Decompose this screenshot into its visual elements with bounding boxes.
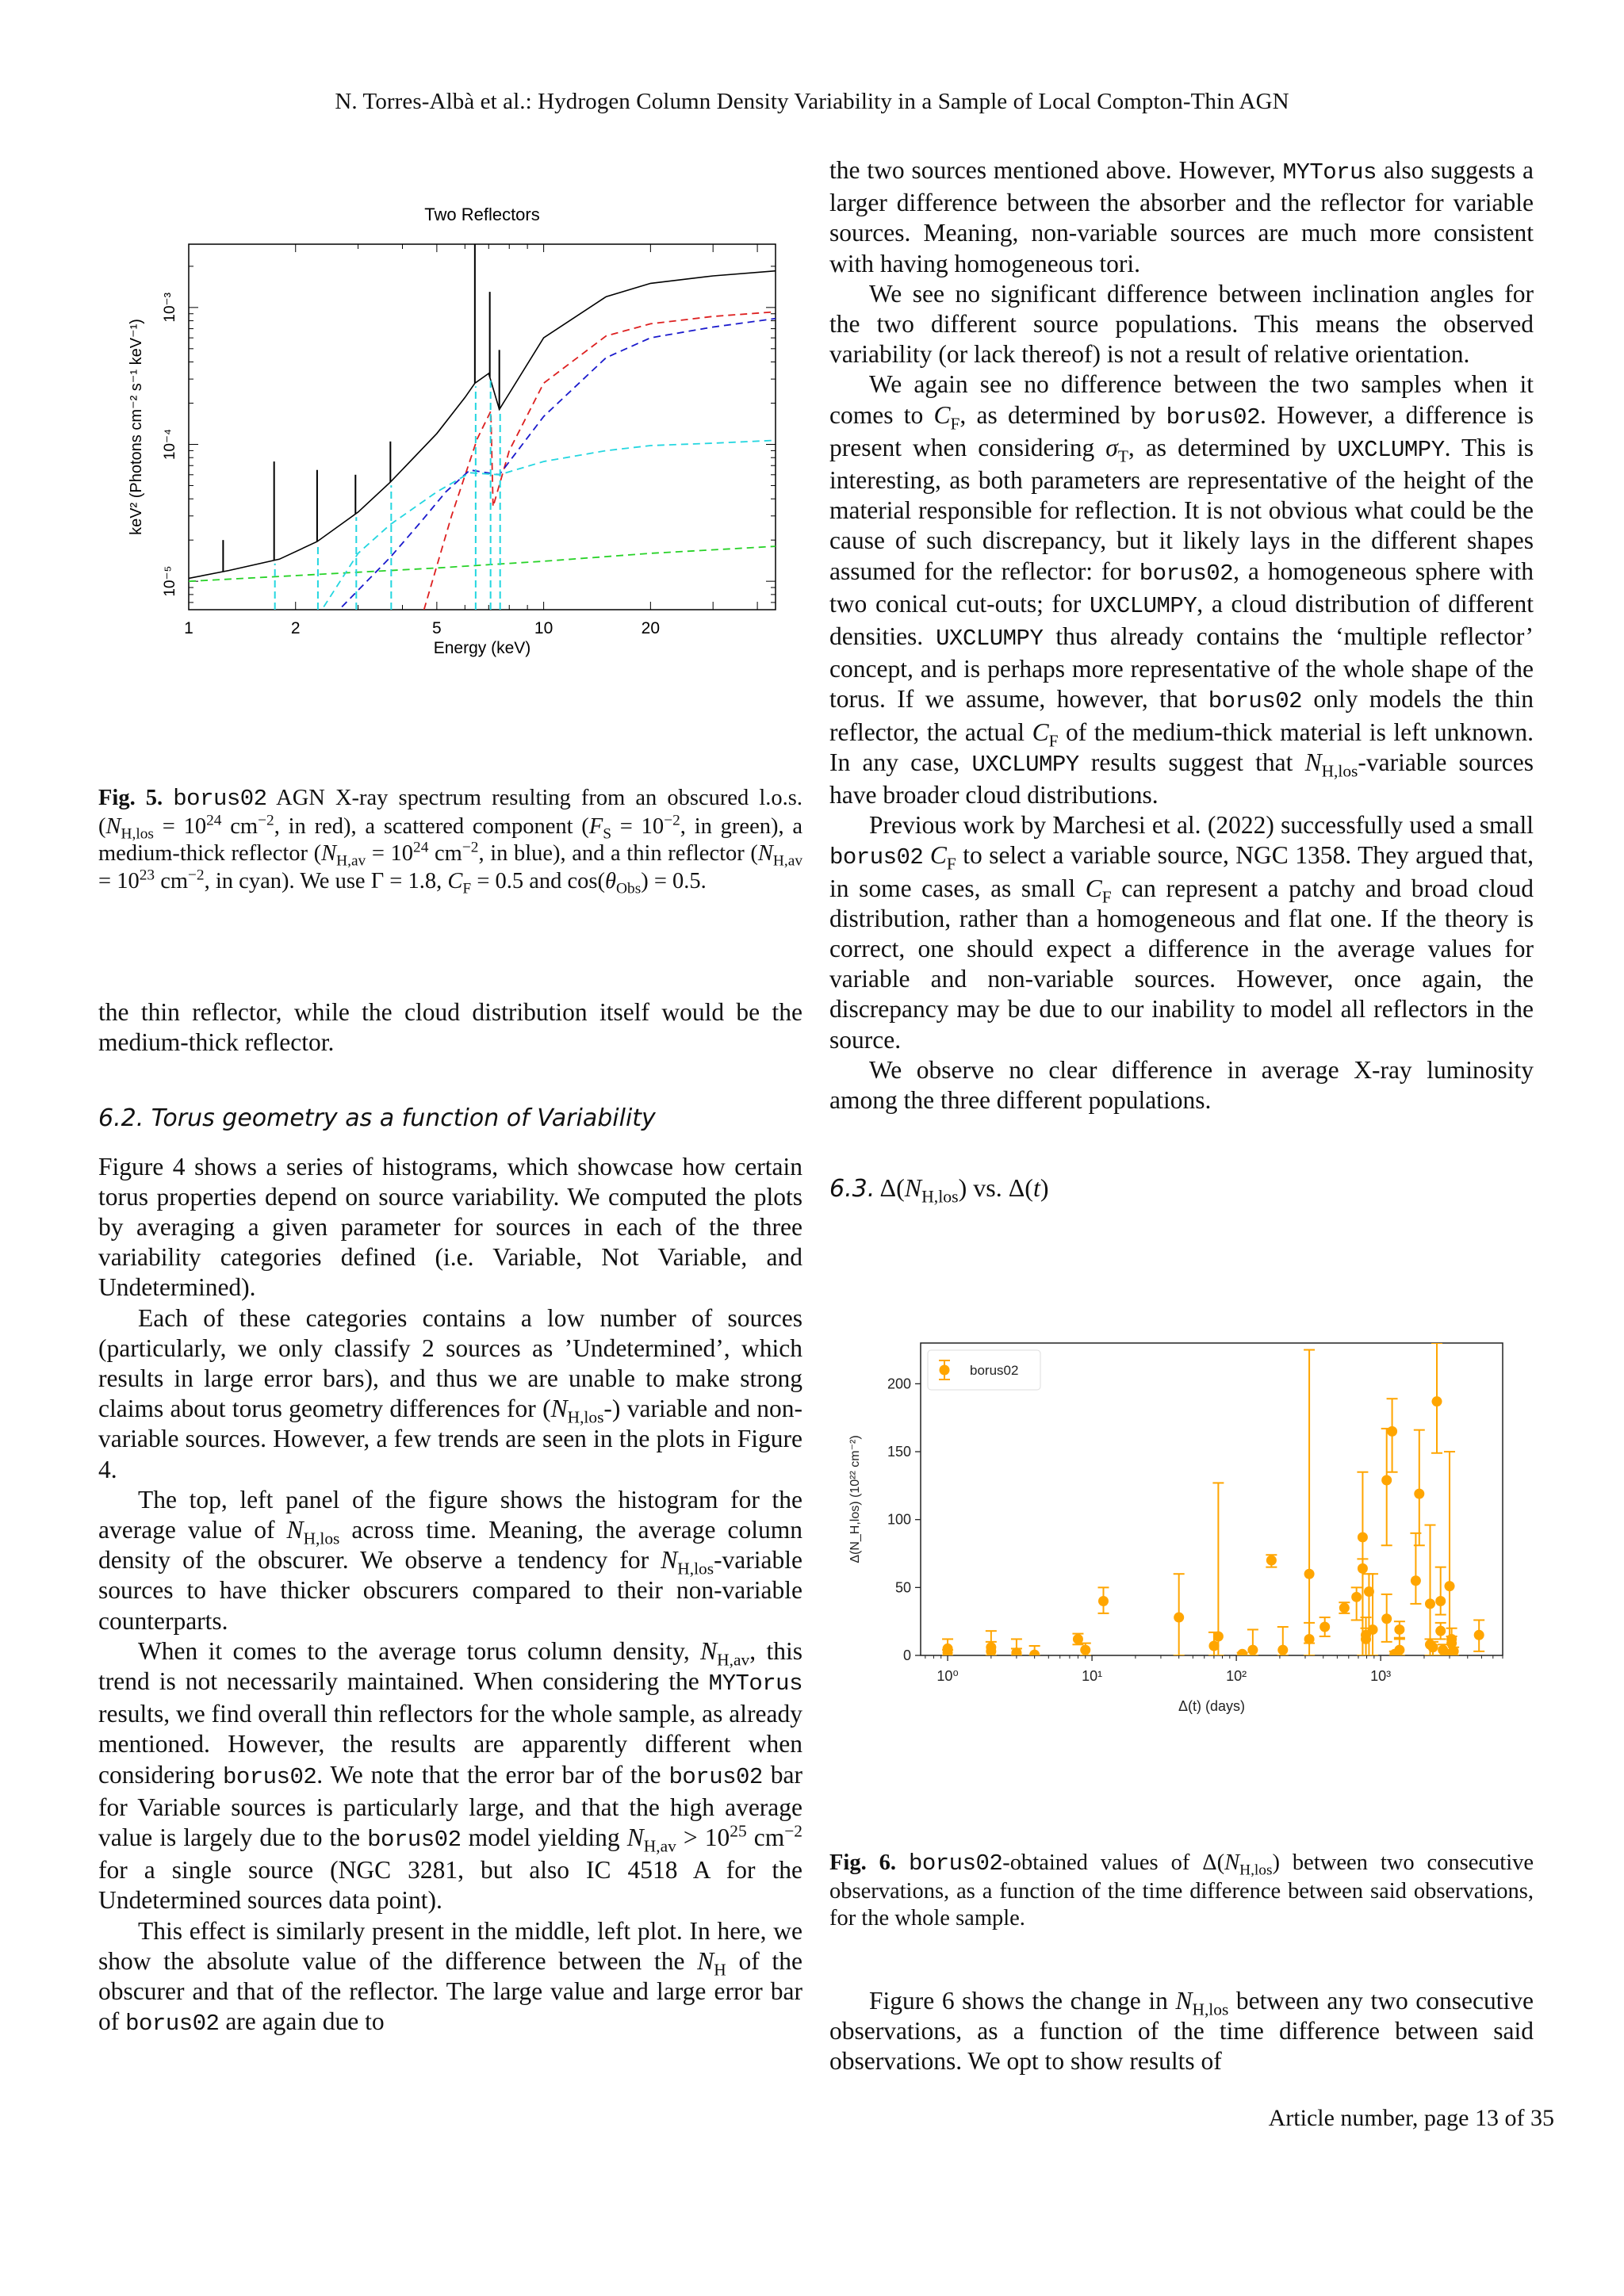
- paragraph: the thin reflector, while the cloud distribution itself would be the medium-thick reflector.: [98, 998, 802, 1057]
- caption-label: Fig. 5.: [98, 786, 163, 810]
- svg-text:2: 2: [290, 619, 301, 637]
- section-6-3-title: 6.3. $\Delta(N_{H,los})$ vs. Δ(t): [829, 1173, 1049, 1207]
- paragraph: Previous work by Marchesi et al. (2022) successfully used a small borus02 $C_F$ to select a variable source, NGC 1358. They argued that, in some cases, as small $C_F$ can represent a patchy and broad cloud distribution, rather than a homogeneous and flat one. If the theory is correct, one should expect a difference in the average values for variable and non-variable sources. However, once again, the discrepancy may be due to our inability to model all reflectors in the source.: [829, 811, 1534, 1054]
- left-column-text: [98, 997, 802, 2040]
- svg-text:borus02: borus02: [970, 1363, 1019, 1378]
- svg-text:Δ(N_H,los) (10²² cm⁻²): Δ(N_H,los) (10²² cm⁻²): [848, 1435, 862, 1563]
- svg-text:200: 200: [887, 1376, 911, 1392]
- right-column-text-bottom: [829, 1986, 1534, 2077]
- svg-text:50: 50: [894, 1579, 911, 1596]
- section-6-2-title: 6.2. Torus geometry as a function of Variability: [98, 1104, 656, 1133]
- svg-text:5: 5: [432, 619, 442, 637]
- paragraph: We see no significant difference between inclination angles for the two different source populations. This means the observed variability (or lack thereof) is not a result of relative orientation.: [829, 279, 1534, 369]
- paragraph: We observe no clear difference in average X-ray luminosity among the three different populations.: [829, 1055, 1534, 1115]
- svg-text:10⁰: 10⁰: [936, 1668, 959, 1684]
- figure-5-chart: [111, 198, 809, 753]
- paragraph: Figure 6 shows the change in $N_{H,los}$ between any two consecutive observations, as a function of the time difference between said observations. We opt to show results of: [829, 1987, 1534, 2076]
- svg-text:Δ(t) (days): Δ(t) (days): [1178, 1698, 1246, 1714]
- svg-text:Energy (keV): Energy (keV): [433, 639, 531, 657]
- svg-text:1: 1: [184, 619, 193, 637]
- running-header: N. Torres-Albà et al.: Hydrogen Column Density Variability in a Sample of Local Compton-Thin AGN: [335, 89, 1289, 114]
- model-name: borus02: [173, 786, 267, 812]
- svg-text:10⁻⁴: 10⁻⁴: [162, 428, 178, 461]
- paragraph: the two sources mentioned above. However, MYTorus also suggests a larger difference between the absorber and the reflector for variable sources. Meaning, non-variable sources are much more consistent with having homogeneous tori.: [829, 156, 1534, 277]
- paragraph: When it comes to the average torus column density, $N_{H,av}$, this trend is not necessarily maintained. When considering the MYTorus results, we find overall thin reflectors for the whole sample, as already mentioned. However, the results are apparently different when considering borus02. We note that the error bar of the borus02 bar for Variable sources is particularly large, and that the high average value is largely due to the borus02 model yielding $N_{H,av} > 10^{25}$ $cm^{-2}$ for a single source (NGC 3281, but also IC 4518 A for the Undetermined sources data point).: [98, 1636, 803, 1915]
- right-column-text: [829, 155, 1534, 1205]
- svg-text:10: 10: [534, 619, 553, 637]
- paragraph: Each of these categories contains a low number of sources (particularly, we only classify 2 sources as ’Undetermined’, which results in large error bars), and thus we are unable to make strong claims about torus geometry differences for $(N_{H,los}-)$ variable and non-variable sources. However, a few trends are seen in the plots in Figure 4.: [98, 1303, 802, 1483]
- svg-text:10²: 10²: [1226, 1668, 1247, 1684]
- svg-text:Two Reflectors: Two Reflectors: [424, 205, 540, 224]
- figure-6-chart: [825, 1332, 1538, 1808]
- page-number: Article number, page 13 of 35: [1268, 2105, 1554, 2131]
- figure-5-caption: Fig. 5. borus02 AGN X-ray spectrum resulting from an obscured l.o.s. ($N_{H,los} = 10^{24}$ $cm^{-2}$, in red), a scattered component ($F_S = 10^{-2}$, in green), a medium-thick reflector ($N_{H,av} = 10^{24}$ $cm^{-2}$, in blue), and a thin reflector ($N_{H,av} = 10^{23}$ $cm^{-2}$, in cyan). We use Γ = 1.8, $C_F = 0.5$ and $\cos(\theta_{Obs}) = 0.5$.: [98, 786, 803, 897]
- paragraph: The top, left panel of the figure shows the histogram for the average value of $N_{H,los}$ across time. Meaning, the average column density of the obscurer. We observe a tendency for $N_{H,los}$-variable sources to have thicker obscurers compared to their non-variable counterparts.: [98, 1485, 803, 1635]
- svg-text:10⁻⁵: 10⁻⁵: [162, 565, 178, 597]
- svg-text:100: 100: [887, 1511, 911, 1528]
- figure-6-caption: Fig. 6. borus02-obtained values of $\Delta(N_{H,los})$ between two consecutive observations, as a function of the time difference between said observations, for the whole sample.: [829, 1850, 1534, 1931]
- svg-text:10³: 10³: [1370, 1668, 1392, 1684]
- svg-text:10⁻³: 10⁻³: [162, 293, 178, 323]
- svg-text:20: 20: [641, 619, 661, 637]
- svg-text:keV² (Photons cm⁻² s⁻¹ keV⁻¹): keV² (Photons cm⁻² s⁻¹ keV⁻¹): [128, 319, 145, 535]
- svg-text:150: 150: [887, 1444, 911, 1460]
- paragraph: Figure 4 shows a series of histograms, which showcase how certain torus properties depend on source variability. We computed the plots by averaging a given parameter for sources in each of the three variability categories defined (i.e. Variable, Not Variable, and Undetermined).: [98, 1152, 802, 1302]
- paragraph: We again see no difference between the two samples when it comes to $C_F$, as determined by borus02. However, a difference is present when considering $\sigma_T$, as determined by UXCLUMPY. This is interesting, as both parameters are representative of the height of the material responsible for reflection. It is not obvious what could be the cause of such discrepancy, but it likely lays in the different shapes assumed for the reflector: for borus02, a homogeneous sphere with two conical cut-outs; for UXCLUMPY, a cloud distribution of different densities. UXCLUMPY thus already contains the ‘multiple reflector’ concept, and is perhaps more representative of the whole shape of the torus. If we assume, however, that borus02 only models the thin reflector, the actual $C_F$ of the medium-thick material is left unknown. In any case, UXCLUMPY results suggest that $N_{H,los}$-variable sources have broader cloud distributions.: [829, 370, 1534, 809]
- paragraph: This effect is similarly present in the middle, left plot. In here, we show the absolute value of the difference between the $N_H$ of the obscurer and that of the reflector. The large value and large error bar of borus02 are again due to: [98, 1916, 802, 2038]
- svg-text:10¹: 10¹: [1082, 1668, 1103, 1684]
- svg-text:0: 0: [902, 1647, 911, 1663]
